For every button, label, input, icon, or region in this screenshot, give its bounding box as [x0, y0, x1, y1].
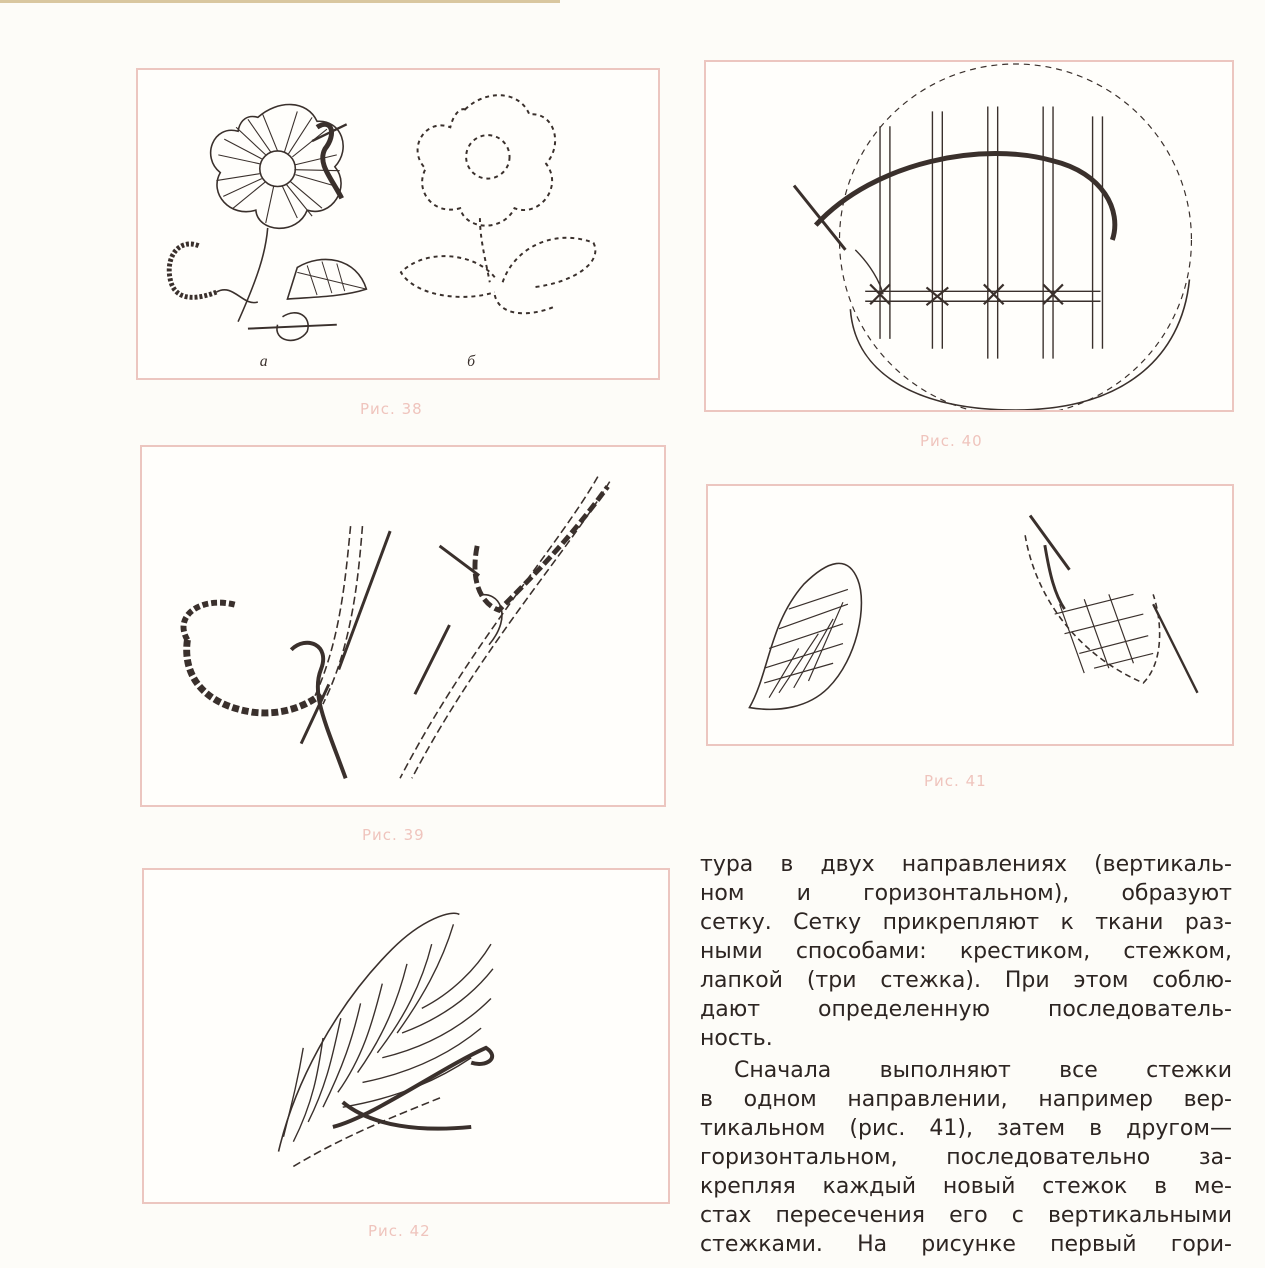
body-text [700, 850, 1232, 1259]
text-line: ными способами: крестиком, стежком, [700, 939, 1232, 964]
paragraph-2 [700, 1056, 1232, 1259]
figure-39 [140, 445, 666, 807]
top-edge-rule [0, 0, 560, 3]
text-line: стежками. На рисунке первый гори- [700, 1232, 1232, 1257]
text-line: стах пересечения его с вертикальными [700, 1203, 1232, 1228]
text-line: Сначала выполняют все стежки [734, 1058, 1232, 1083]
leaf-left-drawing [749, 563, 861, 709]
dotted-pattern-drawing [401, 95, 595, 313]
figure-42 [142, 868, 670, 1204]
figure-38 [136, 68, 660, 380]
text-line: дают определенную последователь- [700, 997, 1232, 1022]
text-line: ном и горизонтальном), образуют [700, 881, 1232, 906]
text-line: лапкой (три стежка). При этом соблю- [700, 968, 1232, 993]
figure-42-illustration [144, 870, 668, 1202]
text-line: тикальном (рис. 41), затем в другом— [700, 1116, 1232, 1141]
figure-41-caption: Рис. 41 [924, 772, 987, 790]
flower-stitch-drawing [169, 105, 366, 341]
text-line: ность. [700, 1026, 773, 1051]
figure-39-caption: Рис. 39 [362, 826, 425, 844]
text-line: тура в двух направлениях (вертикаль- [700, 852, 1232, 877]
text-line: в одном направлении, например вер- [700, 1087, 1232, 1112]
figure-38-illustration [138, 70, 658, 378]
text-line: крепляя каждый новый стежок в ме- [700, 1174, 1232, 1199]
label-a: а [259, 353, 268, 371]
label-b: б [467, 353, 476, 371]
leaf-right-drawing [1025, 516, 1197, 693]
figure-39-illustration [142, 447, 664, 805]
paragraph-1 [700, 850, 1232, 1053]
figure-41 [706, 484, 1234, 746]
figure-40-illustration [706, 62, 1232, 410]
figure-40 [704, 60, 1234, 412]
figure-40-caption: Рис. 40 [920, 432, 983, 450]
figure-38-caption: Рис. 38 [360, 400, 423, 418]
text-line: горизонтальном, последовательно за- [700, 1145, 1232, 1170]
text-line: сетку. Сетку прикрепляют к ткани раз- [700, 910, 1232, 935]
figure-41-illustration [708, 486, 1232, 744]
figure-42-caption: Рис. 42 [368, 1222, 431, 1240]
